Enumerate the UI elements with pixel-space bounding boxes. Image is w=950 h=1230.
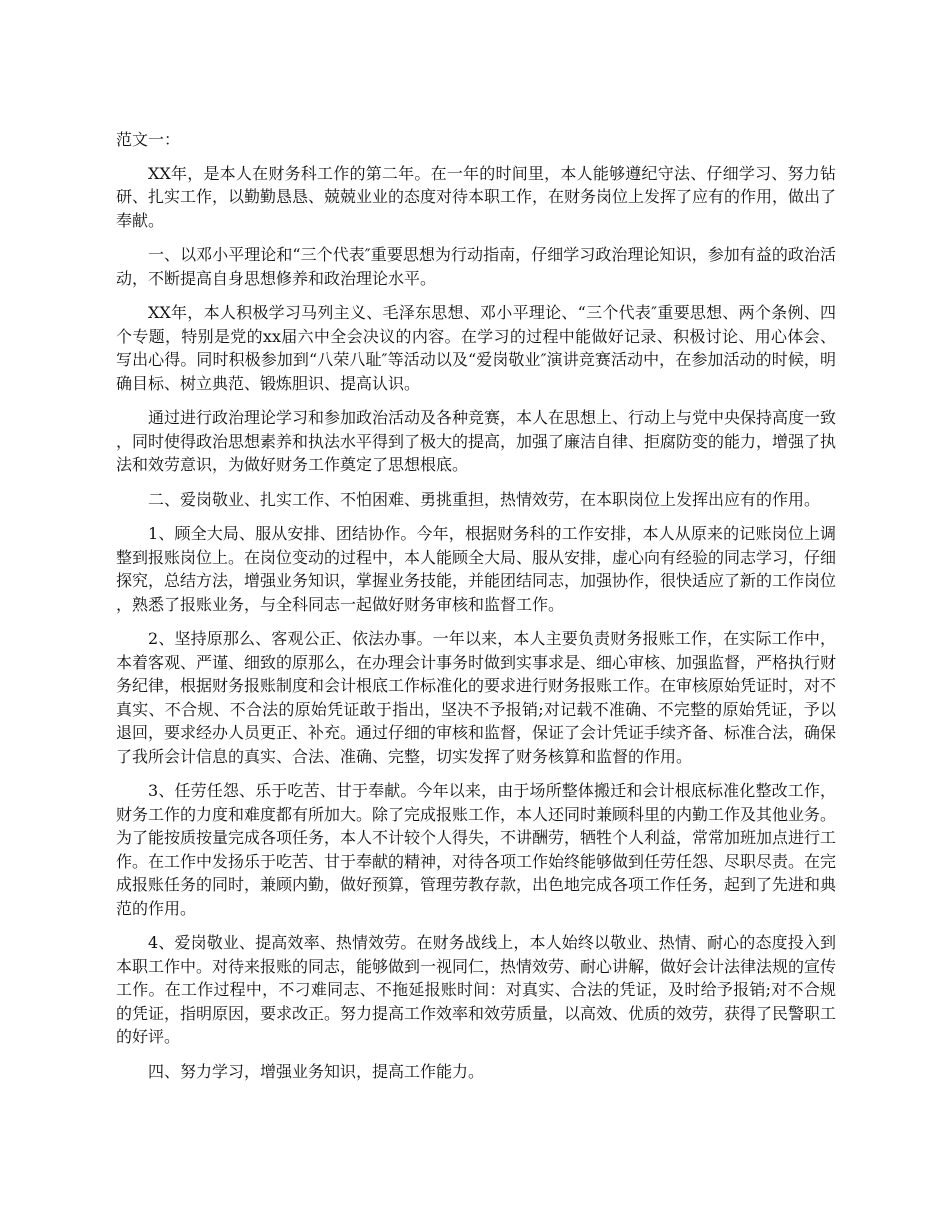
paragraph-3: XX年，本人积极学习马列主义、毛泽东思想、邓小平理论、“三个代表″重要思想、两个条例、四个专题，特别是党的xx届六中全会决议的内容。在学习的过程中能做好记录、积极讨论、用心体会、写出心得。同时积极参加到“八荣八耻″等活动以及“爱岗敬业″演讲竞赛活动中，在参加活动的时候，明确目标、树立典范、锻炼胆识、提高认识。	[116, 303, 836, 393]
paragraph-6: 1、顾全大局、服从安排、团结协作。今年，根据财务科的工作安排，本人从原来的记账岗位上调整到报账岗位上。在岗位变动的过程中，本人能顾全大局、服从安排，虚心向有经验的同志学习，仔细探究，总结方法，增强业务知识，掌握业务技能，并能团结同志，加强协作，很快适应了新的工作岗位，熟悉了报账业务，与全科同志一起做好财务审核和监督工作。	[116, 524, 837, 614]
paragraph-4: 通过进行政治理论学习和参加政治活动及各种竞赛，本人在思想上、行动上与党中央保持高度一致，同时使得政治思想素养和执法水平得到了极大的提高，加强了廉洁自律、拒腐防变的能力，增强了执法和效劳意识，为做好财务工作奠定了思想根底。	[116, 408, 837, 474]
paragraph-10: 四、努力学习，增强业务知识，提高工作能力。	[148, 1061, 485, 1081]
document-page	[116, 128, 836, 1094]
paragraph-5: 二、爱岗敬业、扎实工作、不怕困难、勇挑重担，热情效劳，在本职岗位上发挥出应有的作用。	[148, 489, 821, 509]
paragraph-2: 一、以邓小平理论和“三个代表″重要思想为行动指南，仔细学习政治理论知识，参加有益的政治活动，不断提高自身思想修养和政治理论水平。	[116, 245, 836, 288]
paragraph-1: XX年，是本人在财务科工作的第二年。在一年的时间里，本人能够遵纪守法、仔细学习、努力钻研、扎实工作，以勤勤恳恳、兢兢业业的态度对待本职工作，在财务岗位上发挥了应有的作用，做出了奉献。	[116, 163, 837, 230]
document-heading: 范文一：	[116, 130, 181, 149]
paragraph-7: 2、坚持原那么、客观公正、依法办事。一年以来，本人主要负责财务报账工作，在实际工作中，本着客观、严谨、细致的原那么，在办理会计事务时做到实事求是、细心审核、加强监督，严格执行财务纪律，根据财务报账制度和会计根底工作标准化的要求进行财务报账工作。在审核原始凭证时，对不真实、不合规、不合法的原始凭证敢于指出，坚决不予报销;对记载不准确、不完整的原始凭证，予以退回，要求经办人员更正、补充。通过仔细的审核和监督，保证了会计凭证手续齐备、标准合法，确保了我所会计信息的真实、合法、准确、完整，切实发挥了财务核算和监督的作用。	[116, 629, 837, 766]
paragraph-9: 4、爱岗敬业、提高效率、热情效劳。在财务战线上，本人始终以敬业、热情、耐心的态度投入到本职工作中。对待来报账的同志，能够做到一视同仁，热情效劳、耐心讲解，做好会计法律法规的宣传工作。在工作过程中，不刁难同志、不拖延报账时间：对真实、合法的凭证，及时给予报销;对不合规的凭证，指明原因，要求改正。努力提高工作效率和效劳质量，以高效、优质的效劳，获得了民警职工的好评。	[116, 933, 837, 1046]
paragraph-8: 3、任劳任怨、乐于吃苦、甘于奉献。今年以来，由于场所整体搬迁和会计根底标准化整改工作，财务工作的力度和难度都有所加大。除了完成报账工作，本人还同时兼顾科里的内勤工作及其他业务。为了能按质按量完成各项任务，本人不计较个人得失，不讲酬劳，牺牲个人利益，常常加班加点进行工作。在工作中发扬乐于吃苦、甘于奉献的精神，对待各项工作始终能够做到任劳任怨、尽职尽责。在完成报账任务的同时，兼顾内勤，做好预算，管理劳教存款，出色地完成各项工作任务，起到了先进和典范的作用。	[116, 781, 837, 918]
